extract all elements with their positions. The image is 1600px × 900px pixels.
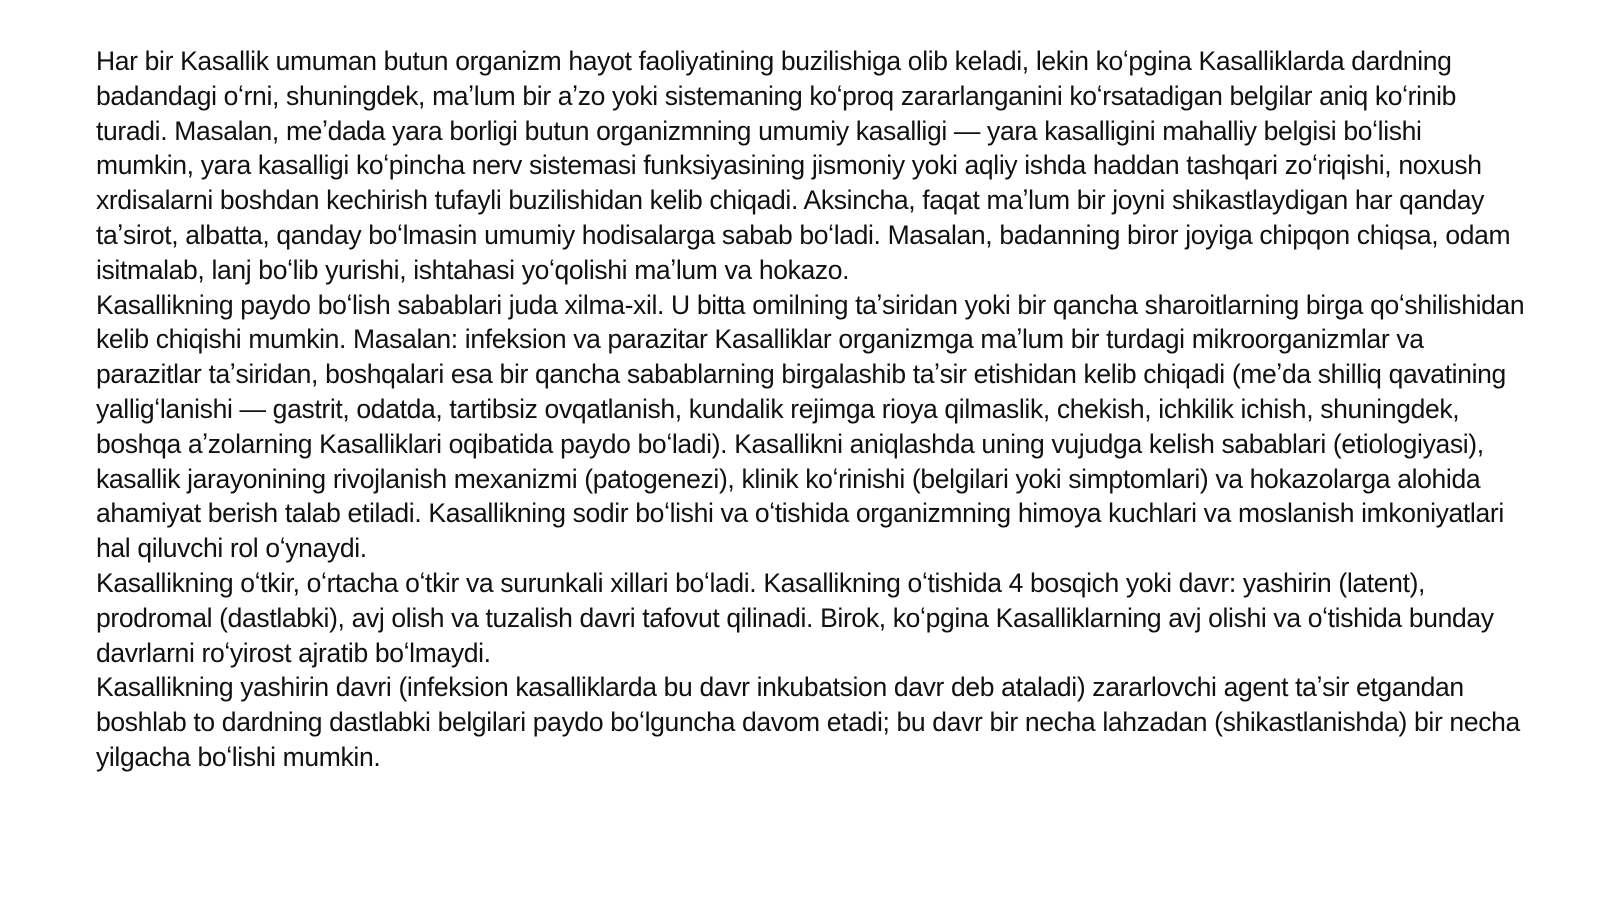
paragraph-latent-period: Kasallikning yashirin davri (infeksion kasalliklarda bu davr inkubatsion davr deb ataladi) zararlovchi agent taʼsir etgandan boshlab to dardning dastlabki belgilari paydo boʻlguncha davom etadi; bu davr bir necha lahzadan (shikastlanishda) bir necha yilgacha boʻlishi mumkin. [96,672,1520,772]
document-page [96,44,1526,775]
paragraph-general-disease: Har bir Kasallik umuman butun organizm hayot faoliyatining buzilishiga olib keladi, lekin koʻpgina Kasalliklarda dardning badandagi oʻrni, shuningdek, maʼlum bir aʼzo yoki sistemaning koʻproq zararlanganini koʻrsatadigan belgilar aniq koʻrinib turadi. Masalan, meʼdada yara borligi butun organizmning umumiy kasalligi — yara kasalligini mahalliy belgisi boʻlishi mumkin, yara kasalligi koʻpincha nerv sistemasi funksiyasining jismoniy yoki aqliy ishda haddan tashqari zoʻriqishi, noxush xrdisalarni boshdan kechirish tufayli buzilishidan kelib chiqadi. Aksincha, faqat maʼlum bir joyni shikastlaydigan har qanday taʼsirot, albatta, qanday boʻlmasin umumiy hodisalarga sabab boʻladi. Masalan, badanning biror joyiga chipqon chiqsa, odam isitmalab, lanj boʻlib yurishi, ishtahasi yoʻqolishi maʼlum va hokazo. [96,46,1511,285]
paragraph-disease-stages: Kasallikning oʻtkir, oʻrtacha oʻtkir va surunkali xillari boʻladi. Kasallikning oʻtishida 4 bosqich yoki davr: yashirin (latent), prodromal (dastlabki), avj olish va tuzalish davri tafovut qilinadi. Birok, koʻpgina Kasalliklarning avj olishi va oʻtishida bunday davrlarni roʻyirost ajratib boʻlmaydi. [96,567,1494,668]
paragraph-disease-causes: Kasallikning paydo boʻlish sabablari juda xilma-xil. U bitta omilning taʼsiridan yoki bir qancha sharoitlarning birga qoʻshilishidan kelib chiqishi mumkin. Masalan: infeksion va parazitar Kasalliklar organizmga maʼlum bir turdagi mikroorganizmlar va parazitlar taʼsiridan, boshqalari esa bir qancha sabablarning birgalashib taʼsir etishidan kelib chiqadi (meʼda shilliq qavatining yalligʻlanishi — gastrit, odatda, tartibsiz ovqatlanish, kundalik rejimga rioya qilmaslik, chekish, ichkilik ichish, shuningdek, boshqa aʼzolarning Kasalliklari oqibatida paydo boʻladi). Kasallikni aniqlashda uning vujudga kelish sabablari (etiologiyasi), kasallik jarayonining rivojlanish mexanizmi (patogenezi), klinik koʻrinishi (belgilari yoki simptomlari) va hokazolarga alohida ahamiyat berish talab etiladi. Kasallikning sodir boʻlishi va oʻtishida organizmning himoya kuchlari va moslanish imkoniyatlari hal qiluvchi rol oʻynaydi. [96,289,1525,564]
